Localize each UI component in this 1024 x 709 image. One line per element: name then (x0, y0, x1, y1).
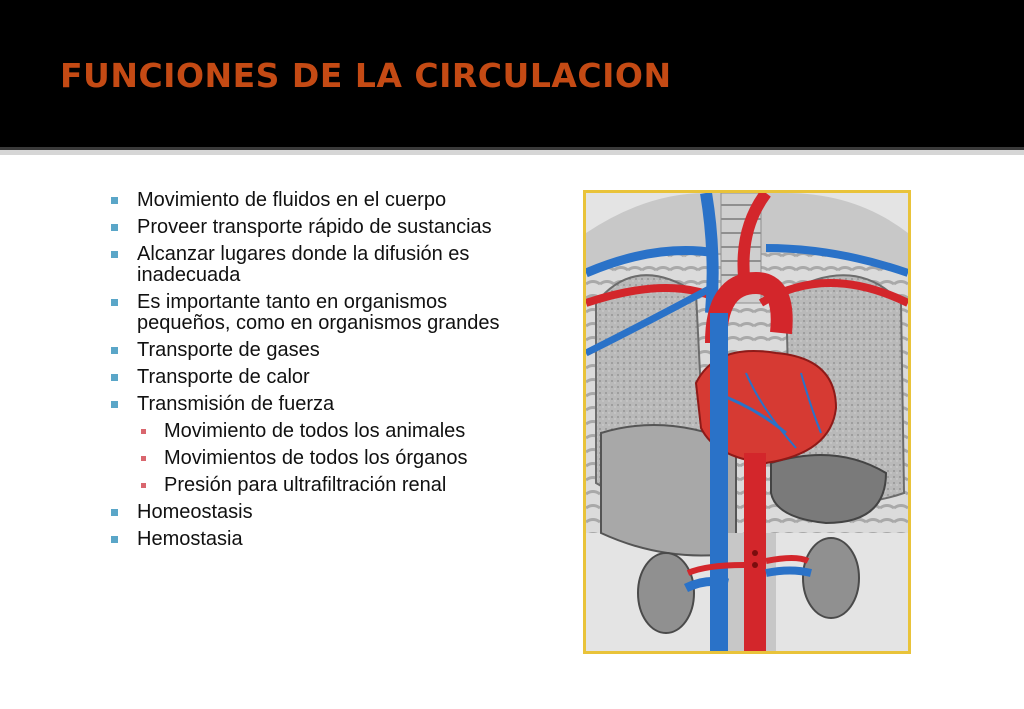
bullet-list (108, 190, 508, 556)
title-bar (0, 0, 1024, 147)
bullet-item: Hemostasia (108, 529, 508, 550)
bullet-item: Es importante tanto en organismos pequeños, como en organismos grandes (108, 292, 508, 334)
slide-title: FUNCIONES DE LA CIRCULACION (60, 56, 672, 95)
sub-bullet-item: Presión para ultrafiltración renal (108, 475, 508, 496)
bullet-item: Transporte de calor (108, 367, 508, 388)
anatomy-illustration (583, 190, 911, 654)
bullet-item: Homeostasis (108, 502, 508, 523)
circulatory-system-illustration (586, 193, 908, 651)
bullet-item: Transmisión de fuerza (108, 394, 508, 415)
bullet-item: Alcanzar lugares donde la difusión es inadecuada (108, 244, 508, 286)
title-divider-shadow (0, 150, 1024, 155)
sub-bullet-item: Movimiento de todos los animales (108, 421, 508, 442)
sub-bullet-item: Movimientos de todos los órganos (108, 448, 508, 469)
bullet-item: Proveer transporte rápido de sustancias (108, 217, 508, 238)
bullet-item: Transporte de gases (108, 340, 508, 361)
bullet-item: Movimiento de fluidos en el cuerpo (108, 190, 508, 211)
